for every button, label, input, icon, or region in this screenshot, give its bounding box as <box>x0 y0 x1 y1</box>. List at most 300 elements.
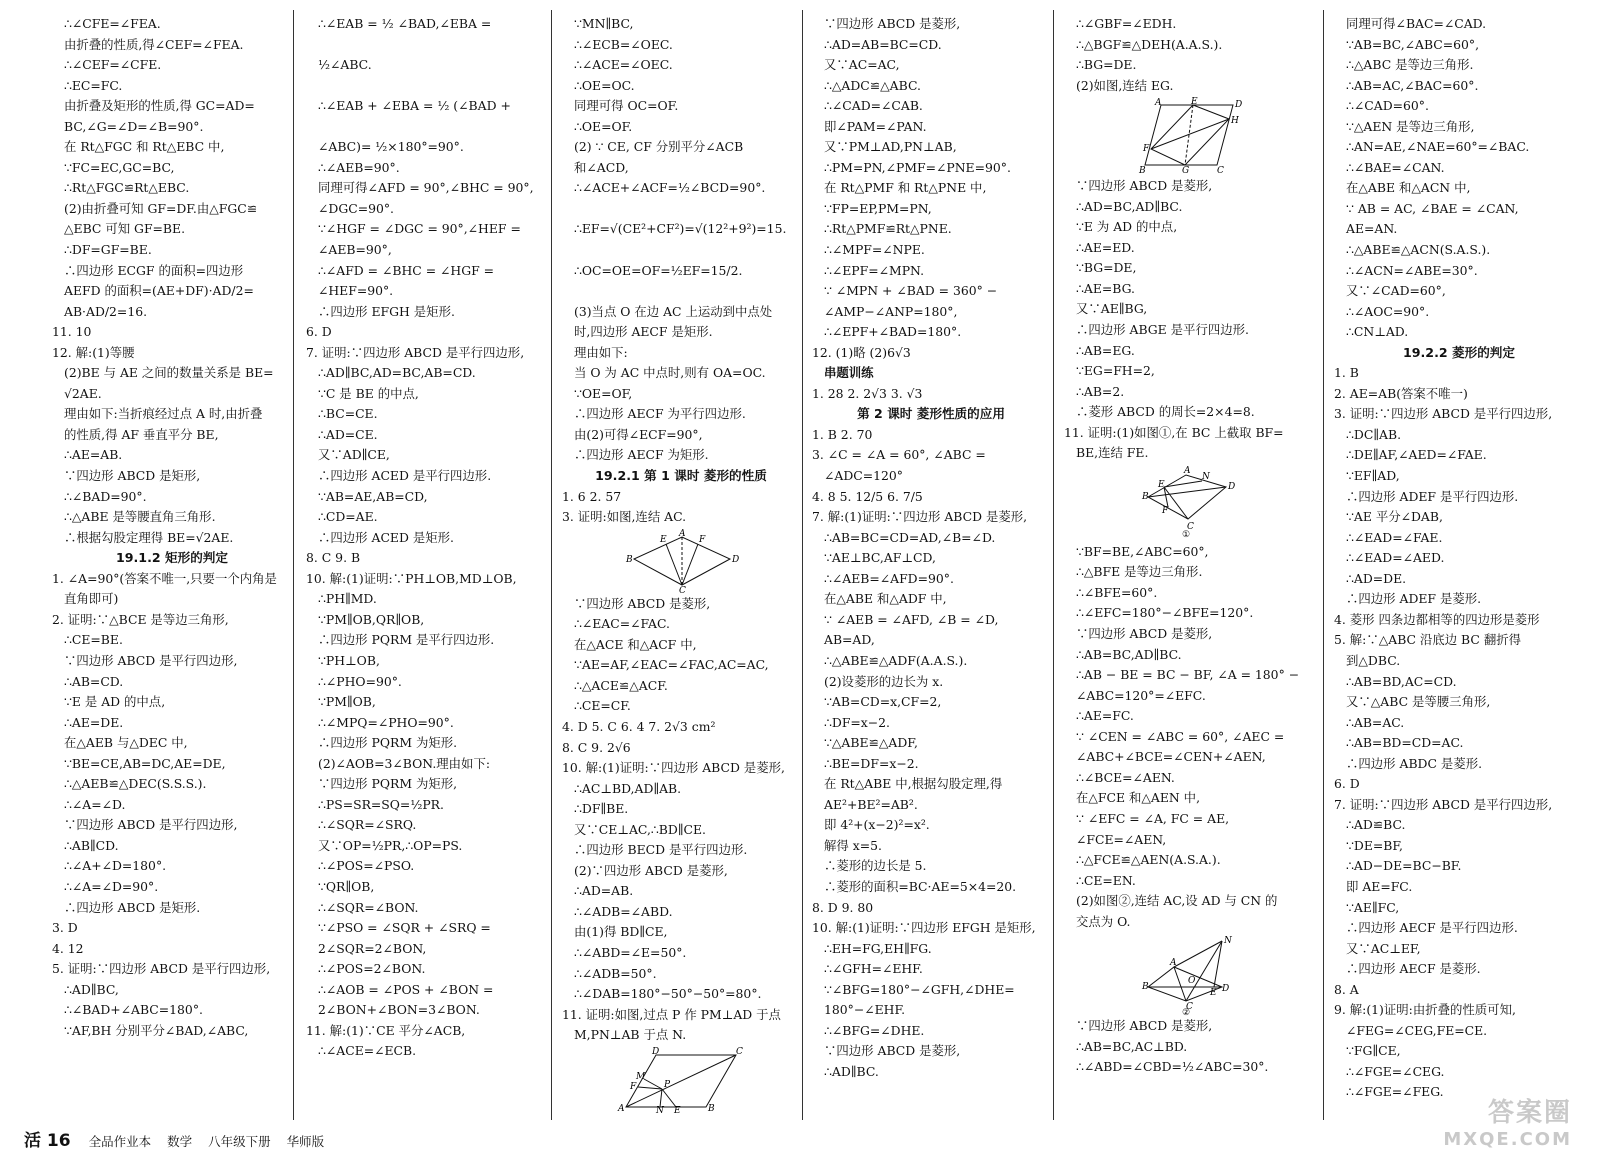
answer-line: ∴∠POS=∠PSO. <box>318 858 415 874</box>
answer-line: ∵EF∥AD, <box>1346 468 1400 484</box>
answer-line: ∵四边形 ABCD 是菱形, <box>1076 626 1213 642</box>
answer-line: (2)设菱形的边长为 x. <box>824 673 944 689</box>
answer-line: 2∠SQR=2∠BON, <box>318 940 427 956</box>
answer-line: 在△ABE 和△ADF 中, <box>824 591 947 607</box>
answer-line: ∴∠ABD=∠E=50°. <box>574 944 687 960</box>
answer-line: ∴∠POS=2∠BON. <box>318 961 426 977</box>
answer-line: ∵AE=AF,∠EAC=∠FAC,AC=AC, <box>574 657 769 673</box>
answer-line: 4. 菱形 四条边都相等的四边形是菱形 <box>1334 611 1540 627</box>
answer-line: ∴AN=AE,∠NAE=60°=∠BAC. <box>1346 139 1530 155</box>
answer-line: ∴∠A+∠D=180°. <box>64 858 167 874</box>
answer-line: AB=AD, <box>824 632 875 648</box>
parallelogram-figure <box>616 1046 746 1116</box>
answer-line: ∴△AEB≌△DEC(S.S.S.). <box>64 776 207 792</box>
answer-line: ∵AE 平分∠DAB, <box>1346 509 1443 525</box>
answer-line: ∴Rt△FGC≌Rt△EBC. <box>64 180 190 196</box>
answer-line: 理由如下:当折痕经过点 A 时,由折叠 <box>64 406 263 422</box>
svg-text:B: B <box>626 554 633 565</box>
answer-line: ∴∠EAB + ∠EBA = ½ (∠BAD + <box>318 98 511 114</box>
answer-line: 9. 解:(1)证明:由折叠的性质可知, <box>1334 1002 1516 1018</box>
answer-line: 12. 解:(1)等腰 <box>52 344 135 360</box>
answer-column <box>1064 14 1320 1078</box>
answer-line: ∵四边形 ABCD 是菱形, <box>824 1043 961 1059</box>
answer-line: ∠FEG=∠CEG,FE=CE. <box>1346 1022 1488 1038</box>
answer-line: ∴∠AEB=∠AFD=90°. <box>824 570 954 586</box>
answer-line: ∴AD∥BC. <box>824 1063 879 1079</box>
svg-text:C: C <box>679 585 686 596</box>
answer-column <box>562 14 800 1116</box>
answer-line: 7. 证明:∵四边形 ABCD 是平行四边形, <box>306 344 525 360</box>
answer-line: 在 Rt△FGC 和 Rt△EBC 中, <box>64 139 225 155</box>
answer-line: 的性质,得 AF 垂直平分 BE, <box>64 426 219 442</box>
answer-line: 在△AEB 与△DEC 中, <box>64 735 188 751</box>
answer-line: ∵四边形 ABCD 是矩形, <box>64 468 201 484</box>
answer-line: ∵DE=BF, <box>1346 837 1403 853</box>
answer-line: 4. D 5. C 6. 4 7. 2√3 cm² <box>562 718 716 734</box>
answer-line: ∴∠CFE=∠FEA. <box>64 16 161 31</box>
answer-line: ∴BC=CE. <box>318 406 378 422</box>
rhombus-figure <box>626 528 740 596</box>
answer-line: ∠AMP−∠ANP=180°, <box>824 303 958 319</box>
section-heading: 19.1.2 矩形的判定 <box>116 550 228 566</box>
answer-line: ∴PS=SR=SQ=½PR. <box>318 796 444 812</box>
answer-line: ∴∠DAB=180°−50°−50°=80°. <box>574 986 762 1002</box>
answer-line: 10. 解:(1)证明:∵四边形 EFGH 是矩形, <box>812 920 1036 936</box>
answer-line: ∠ABC+∠BCE=∠CEN+∠AEN, <box>1076 749 1266 765</box>
answer-line: ∵BG=DE, <box>1076 260 1137 276</box>
answer-line: 7. 证明:∵四边形 ABCD 是平行四边形, <box>1334 796 1553 812</box>
watermark-url: MXQE.COM <box>1443 1129 1572 1150</box>
answer-line: 2∠BON+∠BON=3∠BON. <box>318 1002 480 1018</box>
answer-line: 和∠ACD, <box>574 159 629 175</box>
grade: 八年级下册 <box>208 1134 271 1149</box>
answer-line: ∵∠PSO = ∠SQR + ∠SRQ = <box>318 920 491 936</box>
answer-line: ∴四边形 ABDC 是菱形. <box>1346 755 1483 771</box>
answer-line: ∴∠EFC=180°−∠BFE=120°. <box>1076 605 1254 621</box>
answer-column <box>52 14 292 1041</box>
answer-line: ∴EC=FC. <box>64 77 123 93</box>
svg-text:N: N <box>1202 471 1210 482</box>
answer-line: ∠AEB=90°, <box>318 242 392 258</box>
answer-line: 同理可得∠AFD = 90°,∠BHC = 90°, <box>318 180 534 196</box>
svg-text:B: B <box>1139 166 1146 177</box>
answer-line: 2. AE=AB(答案不唯一) <box>1334 385 1468 401</box>
answer-line: ∴DF=x−2. <box>824 714 890 730</box>
subject: 数学 <box>167 1134 193 1149</box>
answer-line: ∵BE=CE,AB=DC,AE=DE, <box>64 755 226 771</box>
answer-line: ∠HEF=90°. <box>318 283 394 299</box>
svg-text:E: E <box>674 1105 681 1116</box>
answer-line: 1. B <box>1334 365 1359 381</box>
answer-line: ∴∠EAD=∠AED. <box>1346 550 1445 566</box>
answer-line: ∴PH∥MD. <box>318 591 377 607</box>
answer-line: ∴AD=DE. <box>1346 570 1407 586</box>
answer-line: ∴四边形 ACED 是矩形. <box>318 529 454 545</box>
answer-line: ∴∠AOC=90°. <box>1346 303 1430 319</box>
answer-line: ∴∠EAD=∠FAE. <box>1346 529 1443 545</box>
answer-line: ∴AE=AB. <box>64 447 123 463</box>
answer-line: 又∵∠CAD=60°, <box>1346 283 1446 299</box>
answer-line: ∵ ∠EFC = ∠A, FC = AE, <box>1076 810 1230 826</box>
answer-line: ∴∠GFH=∠EHF. <box>824 961 923 977</box>
column-divider <box>802 10 803 1120</box>
svg-text:M: M <box>636 1071 646 1082</box>
answer-line: 同理可得∠BAC=∠CAD. <box>1346 16 1487 31</box>
answer-line <box>306 117 550 138</box>
svg-text:N: N <box>1224 936 1232 947</box>
answer-line: ∴四边形 AECF 是平行四边形. <box>1346 920 1518 936</box>
answer-line: 又∵PM⊥AD,PN⊥AB, <box>824 139 957 155</box>
svg-text:E: E <box>1158 479 1165 490</box>
answer-line: ∵四边形 ABCD 是菱形, <box>1076 1018 1213 1034</box>
answer-line: 时,四边形 AECF 是矩形. <box>574 324 713 340</box>
answer-line: BC,∠G=∠D=∠B=90°. <box>64 118 204 134</box>
answer-line: ∠ADC=120° <box>824 468 903 484</box>
answer-line: ∴CE=CF. <box>574 698 631 714</box>
answer-line: ∵AB=BC,∠ABC=60°, <box>1346 36 1480 52</box>
answer-line: ∴AB=EG. <box>1076 342 1135 358</box>
svg-text:C: C <box>1187 521 1194 532</box>
svg-text:E: E <box>660 534 667 545</box>
answer-line: ∴EF=√(CE²+CF²)=√(12²+9²)=15. <box>574 221 787 237</box>
answer-line: ∴∠SQR=∠SRQ. <box>318 817 417 833</box>
svg-text:F: F <box>630 1081 637 1092</box>
answer-line: 在 Rt△PMF 和 Rt△PNE 中, <box>824 180 987 196</box>
answer-line: 11. 证明:(1)如图①,在 BC 上截取 BF= <box>1064 424 1284 440</box>
figure <box>1064 467 1320 539</box>
answer-line: 又∵AD∥CE, <box>318 447 390 463</box>
answer-line: 8. D 9. 80 <box>812 899 874 915</box>
figure <box>1064 97 1320 177</box>
answer-line: ∵四边形 PQRM 为矩形, <box>318 776 458 792</box>
answer-line: △EBC 可知 GF=BE. <box>64 221 186 237</box>
answer-line: ∵AE∥FC, <box>1346 899 1400 915</box>
answer-line: ∴AB=AC. <box>1346 714 1405 730</box>
answer-line: ∴AB∥CD. <box>64 837 119 853</box>
svg-text:C: C <box>1217 166 1224 177</box>
answer-line: ∴AD=CE. <box>318 426 378 442</box>
column-divider <box>293 10 294 1120</box>
answer-line: ∴Rt△PMF≌Rt△PNE. <box>824 221 952 237</box>
svg-text:①: ① <box>1182 529 1191 540</box>
answer-line: ∵△AEN 是等边三角形, <box>1346 118 1475 134</box>
answer-line: ∴CE=BE. <box>64 632 123 648</box>
answer-line: 3. 证明:∵四边形 ABCD 是平行四边形, <box>1334 406 1553 422</box>
svg-text:D: D <box>652 1046 660 1057</box>
svg-text:B: B <box>1142 982 1149 993</box>
answer-line: 3. ∠C = ∠A = 60°, ∠ABC = <box>812 447 986 463</box>
answer-line: 又∵△ABC 是等腰三角形, <box>1346 694 1491 710</box>
answer-line: ∠FCE=∠AEN, <box>1076 831 1167 847</box>
answer-line: ∴∠GBF=∠EDH. <box>1076 16 1177 31</box>
answer-line: 2. 证明:∵△BCE 是等边三角形, <box>52 611 229 627</box>
answer-line <box>306 35 550 56</box>
svg-text:H: H <box>1231 116 1239 127</box>
answer-line: 6. D <box>1334 776 1360 792</box>
svg-text:F: F <box>1143 144 1150 155</box>
answer-line: ∴四边形 ADEF 是平行四边形. <box>1346 488 1519 504</box>
svg-text:D: D <box>1228 481 1236 492</box>
answer-line: ∵FP=EP,PM=PN, <box>824 200 932 216</box>
answer-line: (2)如图②,连结 AC,设 AD 与 CN 的 <box>1076 893 1278 909</box>
svg-text:D: D <box>1235 100 1243 111</box>
answer-line: ∴CN⊥AD. <box>1346 324 1409 340</box>
answer-line: ∴△ABE≌△ACN(S.A.S.). <box>1346 242 1491 258</box>
answer-line: ∴四边形 PQRM 是平行四边形. <box>318 632 495 648</box>
svg-text:D: D <box>732 554 740 565</box>
answer-line: ∵∠HGF = ∠DGC = 90°,∠HEF = <box>318 221 521 237</box>
answer-line: ∴∠ADB=∠ABD. <box>574 903 673 919</box>
answer-line: 又∵AC⊥EF, <box>1346 940 1421 956</box>
answer-line: ∵AF,BH 分别平分∠BAD,∠ABC, <box>64 1022 249 1038</box>
answer-line: ∴四边形 AECF 为矩形. <box>574 447 709 463</box>
answer-line: ∴AE=BG. <box>1076 280 1135 296</box>
answer-line: ∵PM∥OB,QR∥OB, <box>318 611 425 627</box>
watermark-logo <box>1443 1092 1572 1150</box>
answer-line: ∴△ABE≌△ADF(A.A.S.). <box>824 652 968 668</box>
answer-line: ∴根据勾股定理得 BE=√2AE. <box>64 529 234 545</box>
answer-line: 8. C 9. 2√6 <box>562 739 631 755</box>
answer-line: ∴∠BAD+∠ABC=180°. <box>64 1002 203 1018</box>
answer-line: (2)如图,连结 EG. <box>1076 77 1174 93</box>
answer-line: ∴∠FGE=∠FEG. <box>1346 1084 1444 1100</box>
answer-line: ∴AB=BD=CD=AC. <box>1346 735 1464 751</box>
book-title: 全品作业本 <box>88 1134 152 1149</box>
answer-line: 到△DBC. <box>1346 652 1401 668</box>
answer-line: 又∵AE∥BG, <box>1076 301 1148 317</box>
answer-line: 11. 10 <box>52 324 92 340</box>
section-heading: 19.2.2 菱形的判定 <box>1403 344 1515 360</box>
answer-line: ∵ ∠CEN = ∠ABC = 60°, ∠AEC = <box>1076 728 1285 744</box>
answer-line: ∴△BGF≌△DEH(A.A.S.). <box>1076 36 1223 52</box>
svg-text:C: C <box>736 1046 743 1057</box>
answer-line: ∴∠BFG=∠DHE. <box>824 1022 925 1038</box>
answer-line: ∴四边形 ADEF 是菱形. <box>1346 591 1482 607</box>
answer-line: 由折叠的性质,得∠CEF=∠FEA. <box>64 36 244 52</box>
answer-line: 在△ACE 和△ACF 中, <box>574 636 697 652</box>
answer-line: ∴PM=PN,∠PMF=∠PNE=90°. <box>824 159 1011 175</box>
watermark-text: 答案圈 <box>1487 1098 1572 1128</box>
answer-line: ∵∠BFG=180°−∠GFH,∠DHE= <box>824 981 1015 997</box>
column-divider <box>1323 10 1324 1120</box>
answer-line: ∵E 是 AD 的中点, <box>64 694 166 710</box>
answer-line: 即∠PAM=∠PAN. <box>824 118 927 134</box>
svg-text:E: E <box>1191 97 1198 108</box>
answer-line: ∴BE=DF=x−2. <box>824 755 919 771</box>
answer-line: ∴OE=OF. <box>574 118 633 134</box>
answer-line: ∴AB − BE = BC − BF, ∠A = 180° − <box>1076 667 1300 683</box>
answer-line: ∠ABC=120°=∠EFC. <box>1076 687 1206 703</box>
answer-line: ∴四边形 PQRM 为矩形. <box>318 735 458 751</box>
answer-line: ∵ ∠AEB = ∠AFD, ∠B = ∠D, <box>824 611 999 627</box>
answer-line: 11. 解:(1)∵CE 平分∠ACB, <box>306 1022 466 1038</box>
answer-line: ∴AB=CD. <box>64 673 124 689</box>
answer-line: 1. 6 2. 57 <box>562 488 622 504</box>
answer-line: ∴DF=GF=BE. <box>64 242 152 258</box>
answer-line: 同理可得 OC=OF. <box>574 98 679 114</box>
answer-line: ∵四边形 ABCD 是平行四边形, <box>64 652 238 668</box>
answer-line: 在△ABE 和△ACN 中, <box>1346 180 1471 196</box>
answer-line: ∴四边形 ACED 是平行四边形. <box>318 468 492 484</box>
answer-line: ∴四边形 ECGF 的面积=四边形 <box>64 262 244 278</box>
answer-line: 1. ∠A=90°(答案不唯一,只要一个内角是 <box>52 570 277 586</box>
answer-line: 4. 8 5. 12/5 6. 7/5 <box>812 488 923 504</box>
answer-line: ∴∠MPF=∠NPE. <box>824 242 925 258</box>
answer-line: ∴∠EAB = ½ ∠BAD,∠EBA = <box>318 16 492 31</box>
answer-line: (2) ∵ CE, CF 分别平分∠ACB <box>574 139 744 155</box>
page-footer <box>24 1126 336 1151</box>
svg-text:F: F <box>699 534 706 545</box>
figure <box>1064 935 1320 1019</box>
answer-line: ∴∠EPF=∠MPN. <box>824 262 925 278</box>
answer-line: ∴四边形 BECD 是平行四边形. <box>574 842 748 858</box>
answer-line <box>562 240 800 261</box>
answer-line: 又∵CE⊥AC,∴BD∥CE. <box>574 821 706 837</box>
answer-line: ∴AD=AB. <box>574 883 634 899</box>
answer-line: 8. C 9. B <box>306 550 361 566</box>
answer-line: 当 O 为 AC 中点时,则有 OA=OC. <box>574 365 766 381</box>
answer-line: (2)∵四边形 ABCD 是菱形, <box>574 862 728 878</box>
answer-line: ∴△ACE≌△ACF. <box>574 677 668 693</box>
answer-line: ∵FC=EC,GC=BC, <box>64 159 175 175</box>
answer-line: ∠ABC)= ½×180°=90°. <box>318 139 464 155</box>
answer-line: ∴AE=ED. <box>1076 239 1135 255</box>
rhombus-efgh-figure <box>1137 97 1247 177</box>
answer-line: ∵四边形 ABCD 是菱形, <box>824 16 961 31</box>
answer-line: ∵AE⊥BC,AF⊥CD, <box>824 550 936 566</box>
figure-one <box>1142 467 1242 539</box>
answer-line: AE²+BE²=AB². <box>824 796 918 812</box>
answer-line: 12. (1)略 (2)6√3 <box>812 344 911 360</box>
answer-line: ∴AD=AB=BC=CD. <box>824 36 942 52</box>
answer-line: BE,连结 FE. <box>1076 445 1149 461</box>
answer-line: AB·AD/2=16. <box>64 303 148 319</box>
svg-text:O: O <box>1188 976 1196 987</box>
answer-line: ∴四边形 ABGE 是平行四边形. <box>1076 322 1249 338</box>
answer-line <box>562 281 800 302</box>
answer-line: 理由如下: <box>574 344 628 360</box>
answer-line: AEFD 的面积=(AE+DF)·AD/2= <box>64 283 254 299</box>
svg-text:A: A <box>1170 958 1177 969</box>
answer-line: ∴AE=DE. <box>64 714 124 730</box>
answer-line: (3)当点 O 在边 AC 上运动到中点处 <box>574 303 773 319</box>
answer-line: ∴AC⊥BD,AD∥AB. <box>574 780 682 796</box>
svg-text:A: A <box>1155 98 1162 109</box>
answer-line: ∴∠BFE=60°. <box>1076 584 1158 600</box>
answer-line: ∴AB=AC,∠BAC=60°. <box>1346 77 1479 93</box>
section-heading: 19.2.1 第 1 课时 菱形的性质 <box>595 468 767 484</box>
answer-line: ∴AB=BC,AC⊥BD. <box>1076 1038 1188 1054</box>
answer-line: 5. 证明:∵四边形 ABCD 是平行四边形, <box>52 961 271 977</box>
svg-text:P: P <box>664 1079 671 1090</box>
answer-line: ∴∠ACN=∠ABE=30°. <box>1346 262 1478 278</box>
answer-line: ∴∠SQR=∠BON. <box>318 899 419 915</box>
answer-line: AE=AN. <box>1346 221 1398 237</box>
answer-line: 10. 解:(1)证明:∵四边形 ABCD 是菱形, <box>562 760 785 776</box>
answer-line: 11. 证明:如图,过点 P 作 PM⊥AD 于点 <box>562 1006 781 1022</box>
answer-line: ∴AB=2. <box>1076 383 1125 399</box>
answer-line: 串题训练 <box>824 365 874 381</box>
answer-line: √2AE. <box>64 385 102 401</box>
svg-text:G: G <box>1182 166 1190 177</box>
answer-line: ∵MN∥BC, <box>574 16 634 31</box>
answer-line: ∴四边形 AECF 为平行四边形. <box>574 406 746 422</box>
svg-text:B: B <box>708 1103 715 1114</box>
answer-line: 1. 28 2. 2√3 3. √3 <box>812 385 923 401</box>
answer-line: ∴AE=FC. <box>1076 708 1134 724</box>
svg-text:②: ② <box>1182 1008 1191 1019</box>
figure <box>562 528 800 596</box>
answer-line: ∵四边形 ABCD 是菱形, <box>574 595 711 611</box>
answer-line: ∴∠ACE+∠ACF=½∠BCD=90°. <box>574 180 766 196</box>
answer-line: ∴△BFE 是等边三角形. <box>1076 564 1203 580</box>
svg-text:A: A <box>679 528 686 539</box>
answer-line: ∵QR∥OB, <box>318 878 375 894</box>
answer-line: 又∵OP=½PR,∴OP=PS. <box>318 837 463 853</box>
column-divider <box>551 10 552 1120</box>
svg-text:B: B <box>1142 491 1149 502</box>
answer-line: ∴DE∥AF,∠AED=∠FAE. <box>1346 447 1487 463</box>
answer-line: ∵EG=FH=2, <box>1076 363 1155 379</box>
answer-line: ∴OC=OE=OF=½EF=15/2. <box>574 262 743 278</box>
answer-line: ∴∠ADB=50°. <box>574 965 657 981</box>
answer-line: ∴AB=BD,AC=CD. <box>1346 673 1457 689</box>
answer-line: ∴∠FGE=∠CEG. <box>1346 1063 1445 1079</box>
answer-line: 7. 解:(1)证明:∵四边形 ABCD 是菱形, <box>812 509 1028 525</box>
svg-text:A: A <box>1184 465 1191 476</box>
answer-line: ∴AD=BC,AD∥BC. <box>1076 198 1183 214</box>
answer-line: ∵AB=CD=x,CF=2, <box>824 694 942 710</box>
answer-line: ∴∠MPQ=∠PHO=90°. <box>318 714 454 730</box>
answer-line: ∴AD−DE=BC−BF. <box>1346 858 1462 874</box>
answer-column <box>306 14 550 1062</box>
answer-line: ∴AB=BC,AD∥BC. <box>1076 646 1182 662</box>
answer-line: ∴∠BCE=∠AEN. <box>1076 769 1175 785</box>
answer-line: ∵BF=BE,∠ABC=60°, <box>1076 543 1209 559</box>
answer-line: ∵OE=OF, <box>574 385 633 401</box>
answer-line: ∴△ABE 是等腰直角三角形. <box>64 509 216 525</box>
answer-line: ∴∠BAE=∠CAN. <box>1346 159 1445 175</box>
answer-line: ∴四边形 EFGH 是矩形. <box>318 303 455 319</box>
answer-line: ∠DGC=90°. <box>318 200 394 216</box>
svg-text:E: E <box>1210 988 1217 999</box>
answer-line: ∵C 是 BE 的中点, <box>318 385 419 401</box>
answer-line: ∵△ABE≌△ADF, <box>824 735 918 751</box>
section-heading: 第 2 课时 菱形性质的应用 <box>857 406 1005 422</box>
answer-line: ∴△ABC 是等边三角形. <box>1346 57 1474 73</box>
answer-line: 180°−∠EHF. <box>824 1002 906 1018</box>
answer-line: ∴∠ACE=∠OEC. <box>574 57 673 73</box>
answer-line: ∴四边形 AECF 是菱形. <box>1346 961 1481 977</box>
answer-line: ∴AD∥BC,AD=BC,AB=CD. <box>318 365 476 381</box>
figure-two <box>1142 935 1242 1019</box>
answer-line: ∴EH=FG,EH∥FG. <box>824 940 932 956</box>
answer-line: ½∠ABC. <box>318 57 372 73</box>
answer-line: ∴∠PHO=90°. <box>318 673 402 689</box>
answer-line: (2)由折叠可知 GF=DF.由△FGC≌ <box>64 200 258 216</box>
answer-line: 直角即可) <box>64 591 119 607</box>
answer-line: ∴∠AOB = ∠POS + ∠BON = <box>318 981 494 997</box>
answer-line: ∵FG∥CE, <box>1346 1043 1401 1059</box>
answer-line: ∵PH⊥OB, <box>318 652 380 668</box>
answer-line: ∴∠EAC=∠FAC. <box>574 616 670 632</box>
answer-line: 由(1)得 BD∥CE, <box>574 924 668 940</box>
column-divider <box>1053 10 1054 1120</box>
answer-line: ∴∠ABD=∠CBD=½∠ABC=30°. <box>1076 1059 1269 1075</box>
answer-line: 3. D <box>52 920 78 936</box>
answer-line: ∴四边形 ABCD 是矩形. <box>64 899 201 915</box>
answer-line: ∵ AB = AC, ∠BAE = ∠CAN, <box>1346 200 1519 216</box>
